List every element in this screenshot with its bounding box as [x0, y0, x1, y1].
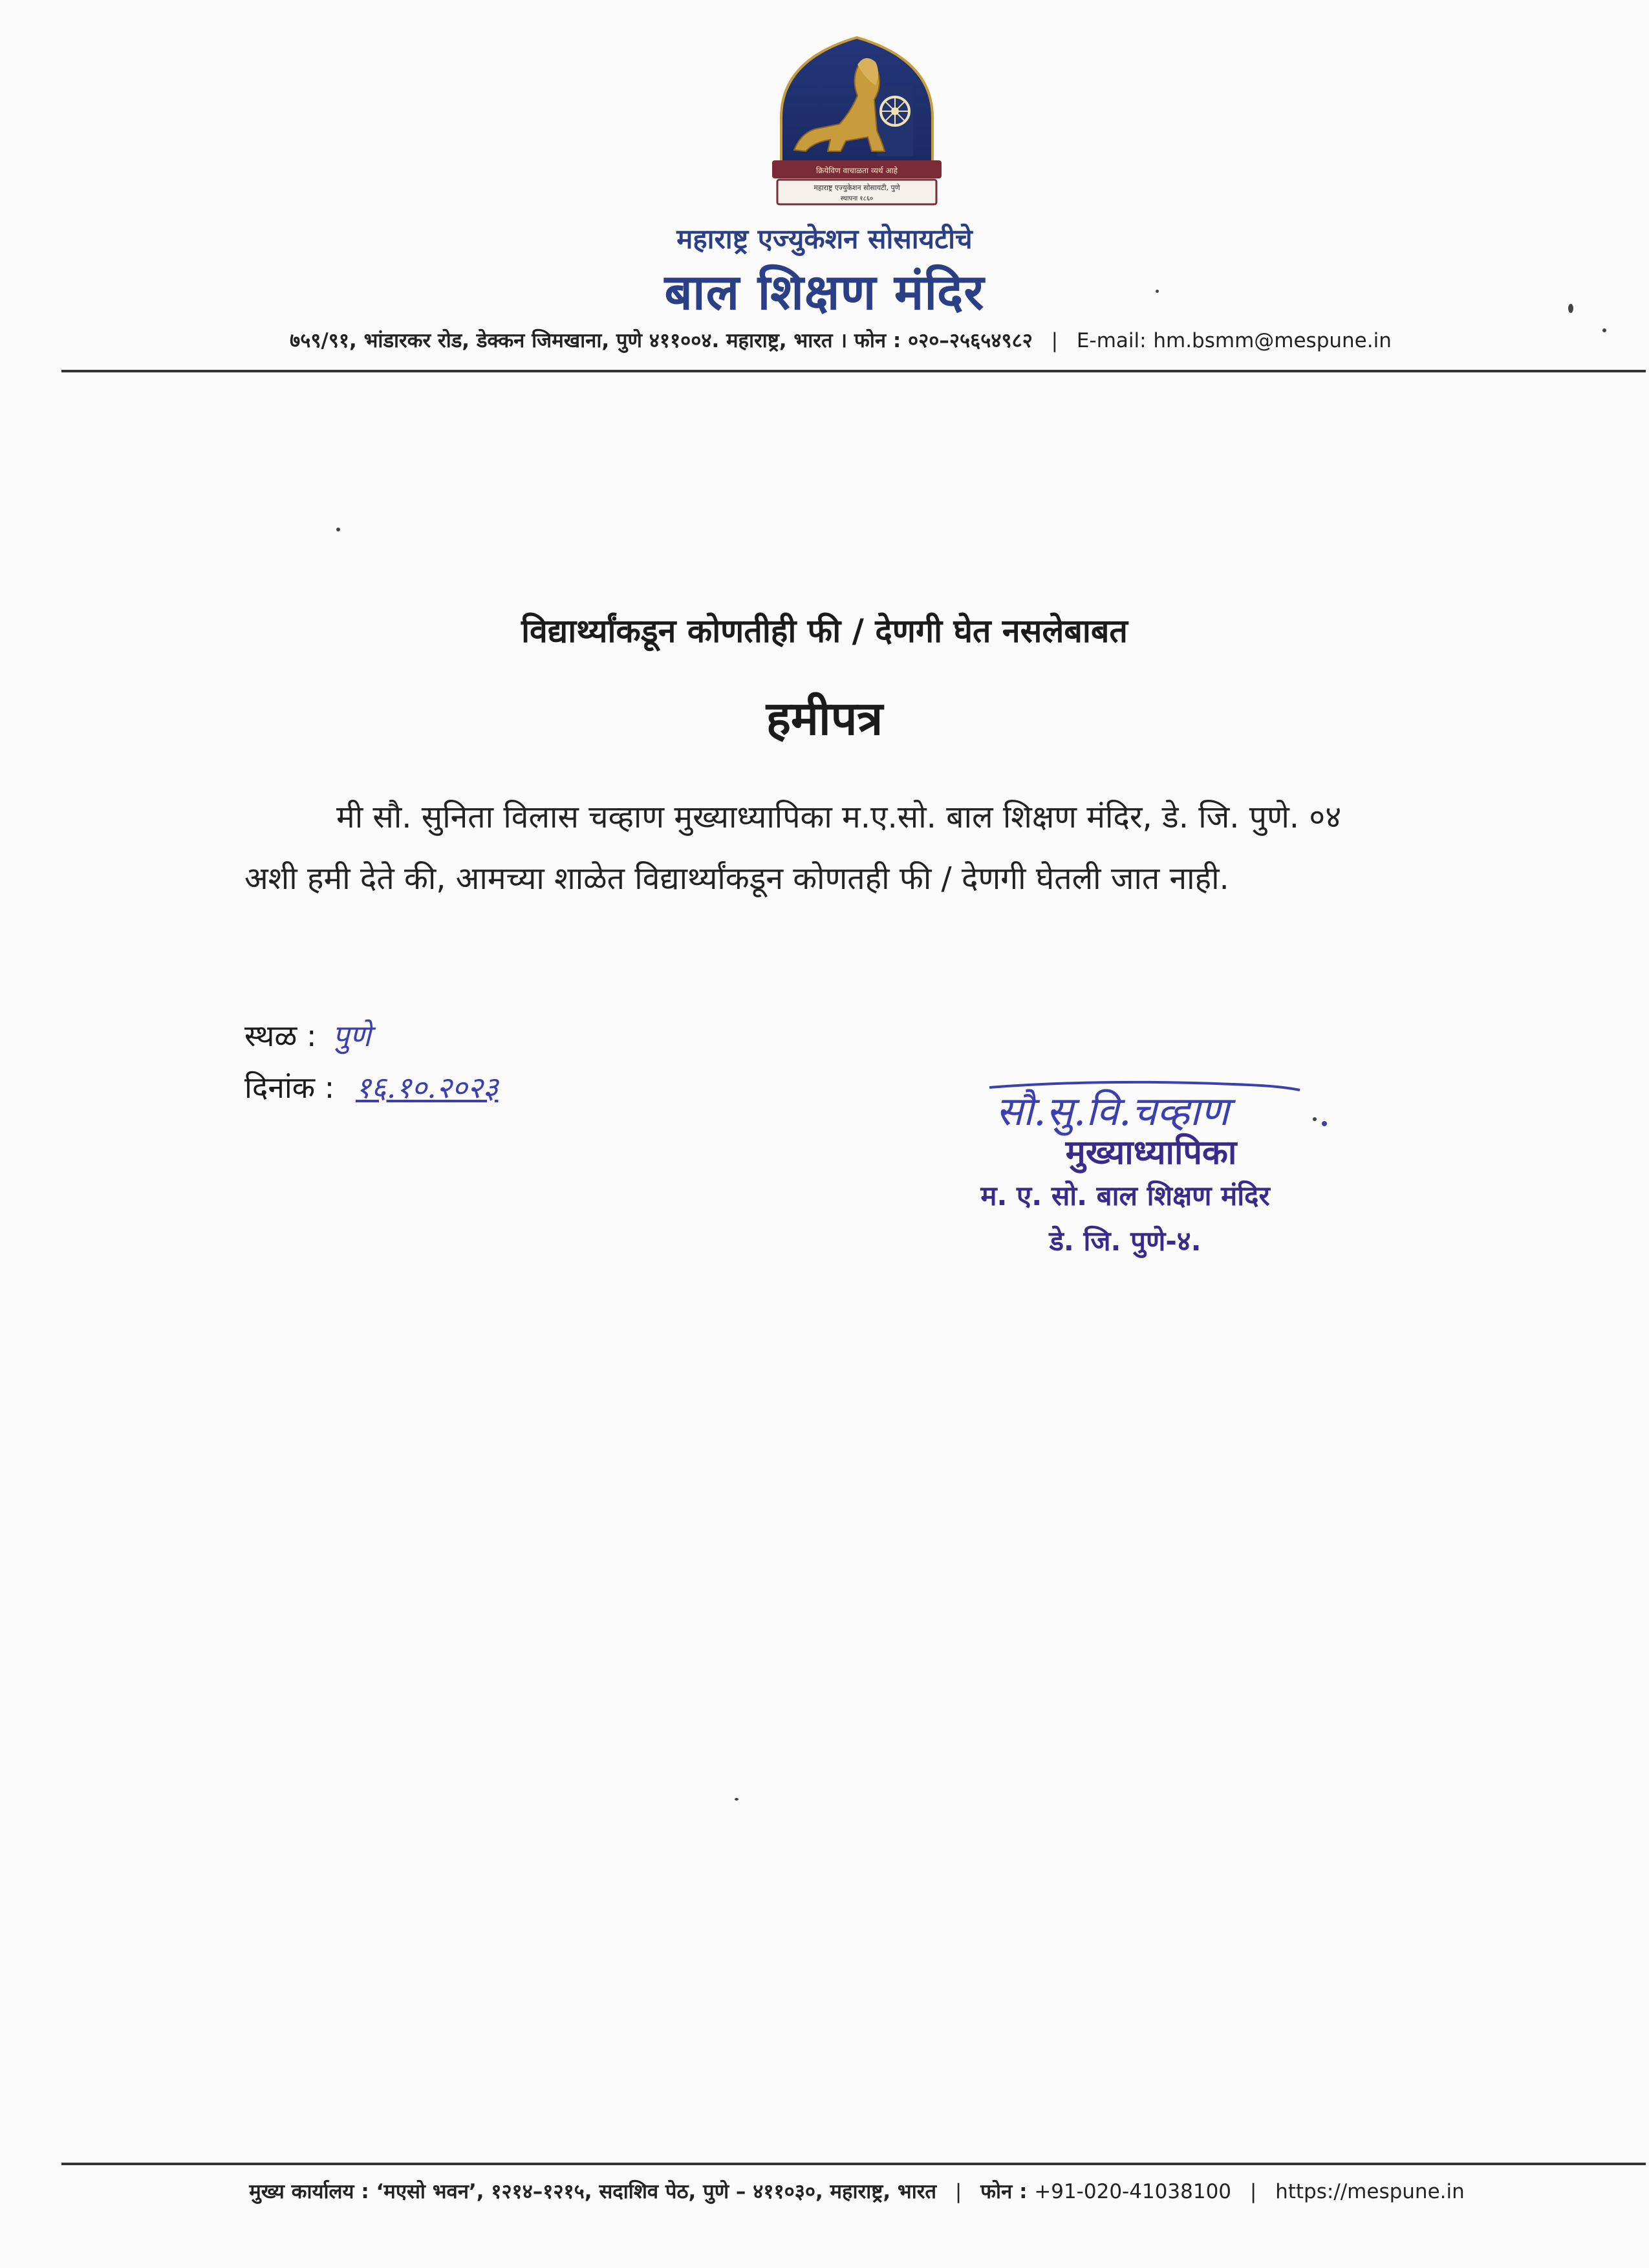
logo-society: महाराष्ट्र एज्युकेशन सोसायटी, पुणे: [814, 184, 900, 192]
stamp-designation: मुख्याध्यापिका: [1065, 1133, 1237, 1172]
header-contact-line: [194, 326, 1487, 354]
place-label: स्थळ :: [244, 1018, 317, 1053]
letter-subject: विद्यार्थ्यांकडून कोणतीही फी / देणगी घेत नसलेबाबत: [521, 612, 1128, 650]
school-name: बाल शिक्षण मंदिर: [664, 263, 985, 321]
date-row: [244, 1067, 498, 1107]
footer-phone-label: फोन :: [980, 2180, 1028, 2203]
footer-divider: [61, 2163, 1646, 2165]
stamp-location-line: डे. जि. पुणे-४.: [1049, 1225, 1202, 1257]
svg-text:सौ.सु.वि.चव्हाण: सौ.सु.वि.चव्हाण: [996, 1087, 1229, 1135]
logo-established: स्थापना १८६०: [840, 195, 874, 202]
footer-phone: +91-020-41038100: [1034, 2180, 1232, 2203]
scan-speck: [1602, 328, 1606, 332]
place-handwritten-value: पुणे: [332, 1018, 371, 1053]
letter-heading: हमीपत्र: [766, 691, 883, 745]
header-divider: [61, 370, 1646, 372]
society-emblem-logo: [768, 34, 945, 207]
email-label: E-mail:: [1076, 329, 1147, 352]
undertaking-paragraph-line-1: मी सौ. सुनिता विलास चव्हाण मुख्याध्यापिका म.ए.सो. बाल शिक्षण मंदिर, डे. जि. पुणे. ०४: [336, 799, 1342, 835]
scan-speck: [1568, 304, 1573, 313]
scan-speck: [336, 528, 340, 531]
organization-name: महाराष्ट्र एज्युकेशन सोसायटीचे: [676, 223, 973, 255]
place-row: [244, 1015, 371, 1055]
scan-speck: [1313, 1117, 1317, 1121]
undertaking-paragraph-line-2: अशी हमी देते की, आमच्या शाळेत विद्यार्थ्यांकडून कोणतही फी / देणगी घेतली जात नाही.: [244, 861, 1229, 897]
footer-office-address: मुख्य कार्यालय : ‘मएसो भवन’, १२१४–१२१५, सदाशिव पेठ, पुणे – ४११०३०, महाराष्ट्र, भारत: [249, 2180, 937, 2203]
footer-separator: |: [954, 2180, 962, 2203]
header-address: ७५९/९१, भांडारकर रोड, डेक्कन जिमखाना, पुणे ४११००४. महाराष्ट्र, भारत । फोन : ०२०–२५६५४९८२: [290, 329, 1033, 352]
logo-motto: क्रियेविण वाचाळता व्यर्थ आहे: [815, 166, 898, 175]
email-address[interactable]: hm.bsmm@mespune.in: [1153, 329, 1392, 352]
date-label: दिनांक :: [244, 1070, 335, 1105]
footer-separator: |: [1249, 2180, 1257, 2203]
scan-speck: [1156, 290, 1159, 293]
footer-contact-line: [194, 2177, 1520, 2205]
scan-speck: [735, 1798, 738, 1801]
stamp-school-line: म. ए. सो. बाल शिक्षण मंदिर: [980, 1180, 1270, 1212]
date-handwritten-value: १६.१०.२०२३: [355, 1070, 499, 1105]
header-separator: |: [1051, 329, 1059, 352]
footer-website-link[interactable]: https://mespune.in: [1275, 2180, 1465, 2203]
